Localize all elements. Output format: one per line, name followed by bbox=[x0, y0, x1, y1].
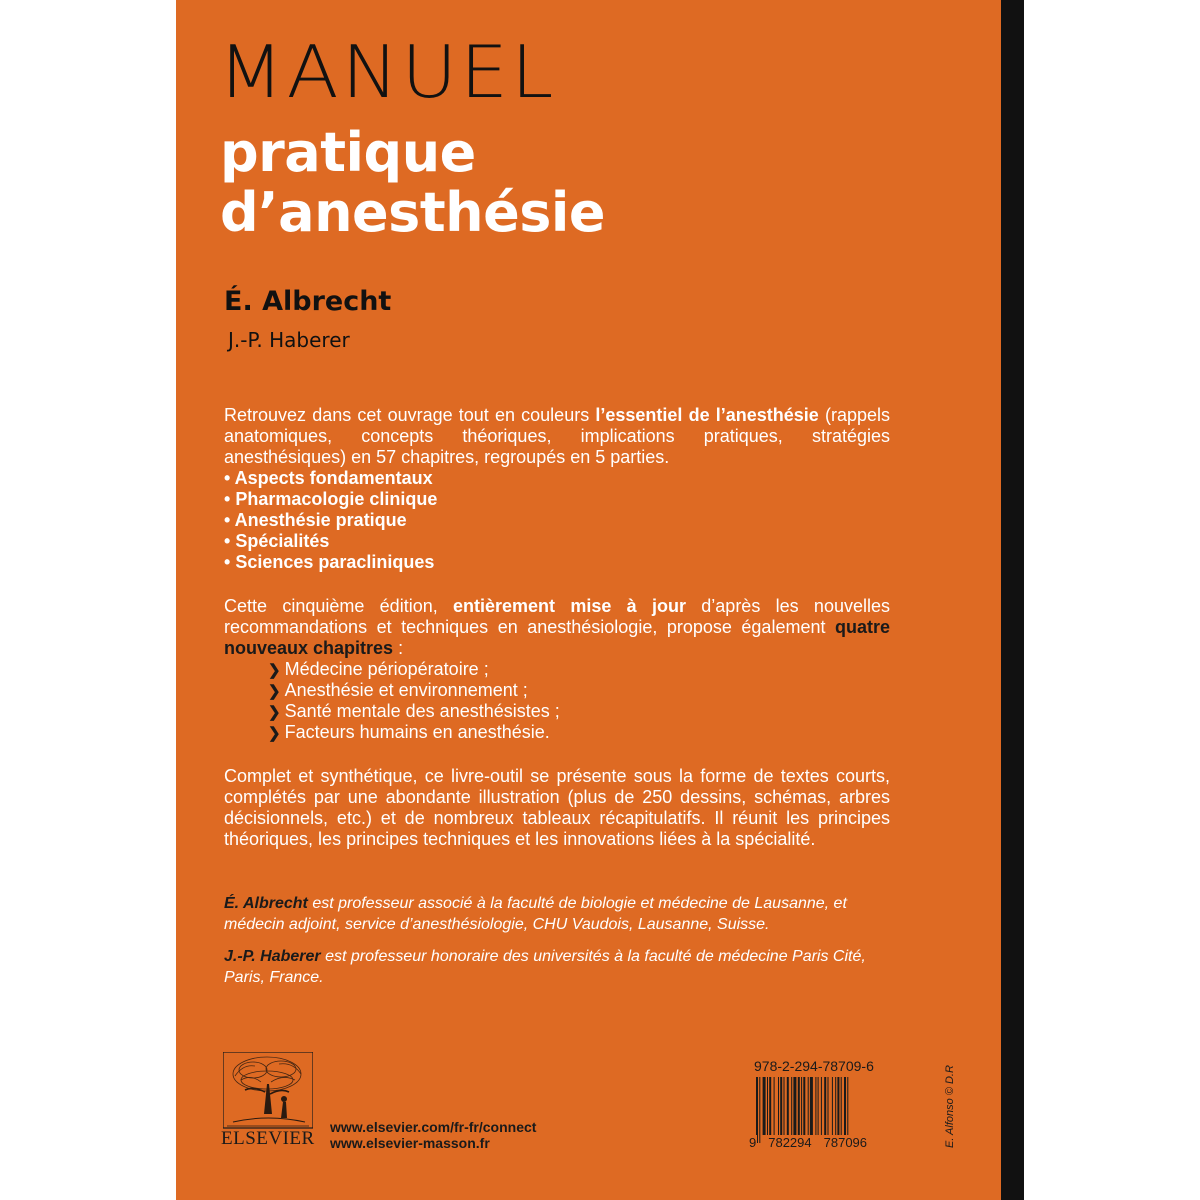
edition-end: : bbox=[393, 638, 404, 658]
barcode-digits-right: 787096 bbox=[823, 1135, 868, 1150]
intro-paragraph bbox=[224, 405, 890, 573]
chevron-right-icon: ❯ bbox=[268, 662, 281, 679]
book-spine-edge bbox=[1001, 0, 1024, 1200]
barcode-bar bbox=[780, 1077, 782, 1135]
publisher-name: ELSEVIER bbox=[221, 1128, 315, 1149]
edition-emphasis-2: quatre nouveaux chapitres bbox=[224, 617, 890, 658]
barcode-bar bbox=[791, 1077, 792, 1135]
barcode-bar bbox=[803, 1077, 805, 1143]
barcode-bar bbox=[835, 1077, 836, 1135]
title-subtitle bbox=[220, 121, 605, 246]
barcode-bar bbox=[767, 1077, 768, 1135]
title-line-1: pratique bbox=[220, 121, 476, 184]
intro-rest: (rappels anatomiques, concepts théoriques, implications pratiques, stratégies anesthésiques) en 57 chapitres, regroupés en 5 parties. bbox=[224, 405, 891, 467]
chevron-right-icon: ❯ bbox=[268, 704, 281, 721]
list-item: • Spécialités bbox=[224, 531, 330, 551]
bio-text: est professeur associé à la faculté de biologie et médecine de Lausanne, et médecin adjoint, service d’anesthésiologie, CHU Vaudois, Lausanne, Suisse. bbox=[224, 895, 847, 933]
barcode-bar bbox=[821, 1077, 822, 1135]
barcode-digits bbox=[748, 1135, 898, 1150]
barcode-bar bbox=[769, 1077, 771, 1135]
summary-paragraph: Complet et synthétique, ce livre-outil se présente sous la forme de textes courts, complétés par une abondante illustration (plus de 250 dessins, schémas, arbres décisionnels, etc.) et de nombreux tableaux récapitulatifs. Il réunit les principes théoriques, les principes techniques et les innovations liées à la spécialité. bbox=[224, 766, 890, 849]
list-item: ❯ Facteurs humains en anesthésie. bbox=[268, 722, 550, 742]
barcode-bar bbox=[798, 1077, 800, 1135]
author-bio bbox=[224, 893, 890, 935]
new-chapters-list bbox=[224, 659, 890, 743]
photo-credit: E. Alfonso © D.R bbox=[944, 1065, 956, 1148]
barcode-bar bbox=[844, 1077, 846, 1135]
barcode-digits-left: 782294 bbox=[768, 1135, 812, 1150]
list-item: ❯ Santé mentale des anesthésistes ; bbox=[268, 701, 560, 721]
barcode-bar bbox=[810, 1077, 813, 1135]
bio-name: J.-P. Haberer bbox=[224, 948, 321, 965]
intro-lead: Retrouvez dans cet ouvrage tout en couleurs bbox=[224, 405, 596, 425]
barcode-bar bbox=[808, 1077, 809, 1135]
barcode-bar bbox=[784, 1077, 785, 1135]
barcode-bar bbox=[837, 1077, 839, 1135]
barcode-digit-first: 9 bbox=[749, 1135, 757, 1150]
barcode-bar bbox=[801, 1077, 802, 1135]
isbn-number: 978-2-294-78709-6 bbox=[754, 1058, 874, 1074]
publisher-url-2: www.elsevier-masson.fr bbox=[330, 1135, 490, 1151]
publisher-url-1: www.elsevier.com/fr-fr/connect bbox=[330, 1119, 537, 1135]
edition-lead: Cette cinquième édition, bbox=[224, 596, 454, 616]
title-line-2: d’anesthésie bbox=[220, 181, 605, 244]
parts-list bbox=[224, 468, 890, 573]
edition-paragraph bbox=[224, 596, 890, 743]
list-item: ❯ Anesthésie et environnement ; bbox=[268, 680, 528, 700]
barcode-bar bbox=[763, 1077, 766, 1135]
title-main: MANUEL bbox=[218, 29, 557, 114]
barcode-bar bbox=[841, 1077, 842, 1135]
barcode-bar bbox=[818, 1077, 819, 1135]
edition-mid: d’après les nouvelles recommandations et techniques en anesthésiologie, propose également bbox=[224, 596, 890, 637]
edition-emphasis-1: entièrement mise à jour bbox=[453, 596, 686, 616]
barcode-bar bbox=[832, 1077, 833, 1135]
list-item: • Sciences paracliniques bbox=[224, 552, 435, 572]
chevron-right-icon: ❯ bbox=[268, 683, 281, 700]
bio-name: É. Albrecht bbox=[224, 895, 308, 912]
author-bio bbox=[224, 946, 890, 988]
chevron-right-icon: ❯ bbox=[268, 725, 281, 742]
barcode-bar bbox=[828, 1077, 829, 1135]
barcode-bar bbox=[793, 1077, 796, 1135]
publisher-urls bbox=[330, 1119, 536, 1151]
list-item: • Aspects fondamentaux bbox=[224, 468, 433, 488]
author-primary: É. Albrecht bbox=[224, 286, 392, 317]
bio-text: est professeur honoraire des universités à la faculté de médecine Paris Cité, Paris, France. bbox=[224, 948, 866, 986]
barcode-bar bbox=[787, 1077, 789, 1135]
barcode-bar bbox=[774, 1077, 775, 1135]
barcode-bar bbox=[759, 1077, 760, 1143]
list-item: • Anesthésie pratique bbox=[224, 510, 407, 530]
barcode-bar bbox=[847, 1077, 848, 1143]
list-item: • Pharmacologie clinique bbox=[224, 489, 438, 509]
intro-emphasis: l’essentiel de l’anesthésie bbox=[595, 405, 819, 425]
barcode-bar bbox=[815, 1077, 816, 1135]
barcode-bar bbox=[756, 1077, 758, 1143]
author-secondary: J.-P. Haberer bbox=[228, 328, 350, 352]
barcode-bar bbox=[824, 1077, 826, 1135]
list-item: ❯ Médecine périopératoire ; bbox=[268, 659, 489, 679]
barcode-bar bbox=[778, 1077, 779, 1135]
